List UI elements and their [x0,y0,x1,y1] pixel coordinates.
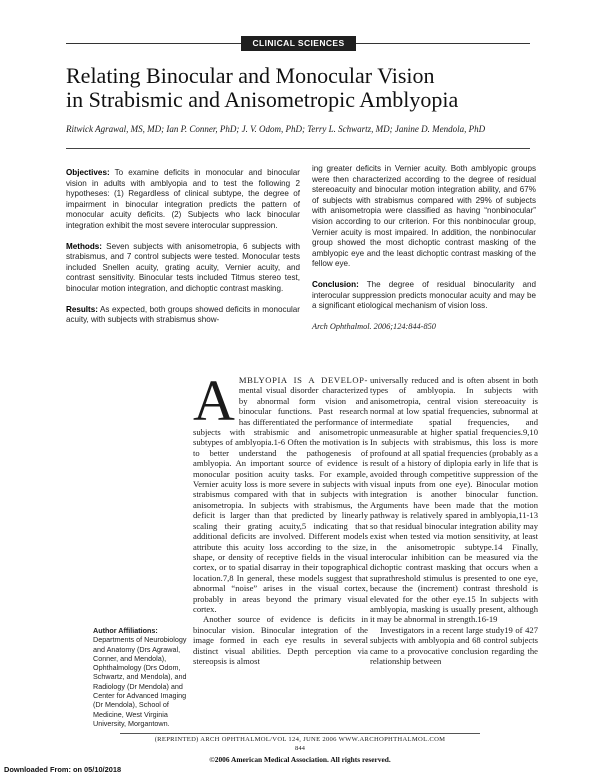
conclusion-text: The degree of residual binocularity and interocular suppression predicts monocular acuity and may be a significant etiological mechanism of vision loss. [312,279,536,311]
methods-heading: Methods: [66,241,102,251]
left-paragraph-2: Another source of evidence is deficits in binocular vision. Binocular integration of the image formed in each eye results in several distinct visual abilities. Depth perception via stereopsis is almost [193,614,368,666]
abstract-rule [66,148,530,149]
section-label: CLINICAL SCIENCES [241,36,356,51]
page-number: 844 [295,745,305,752]
author-affiliations [93,626,191,728]
affiliations-heading: Author Affiliations: [93,626,158,635]
footer-rule [120,733,480,734]
body-left-column [193,368,368,666]
title-line-1: Relating Binocular and Monocular Vision [66,63,435,88]
journal-footer: (REPRINTED) ARCH OPHTHALMOL/VOL 124, JUNE 2006 WWW.ARCHOPHTHALMOL.COM [154,736,446,743]
abstract-conclusion [312,280,536,312]
results-heading: Results: [66,304,98,314]
author-list: Ritwick Agrawal, MS, MD; Ian P. Conner, PhD; J. V. Odom, PhD; Terry L. Schwartz, MD; Janine D. Mendola, PhD [66,124,486,134]
results-continued: ing greater deficits in Vernier acuity. Both amblyopic groups were then characterized according to the degree of residual stereoacuity and binocular motion integration ability, and 67% of subjects with strabismus compared with 29% of subjects with anisometropia were classified as having “nonbinocular” vision according to our criterion. For this nonbinocular group, Vernier acuity is most impaired. In addition, the nonbinocular group showed the most dichoptic contrast masking of the amblyopic eye and the least dichoptic contrast masking of the fellow eye. [312,164,536,269]
abstract-methods [66,242,300,295]
results-text: As expected, both groups showed deficits in monocular acuity, with subjects with strabismus show- [66,304,300,325]
title-line-2: in Strabismic and Anisometropic Amblyopia [66,87,459,112]
left-paragraph-1: mental visual disorder characterized by abnormal form vision and binocular functions. Past research has differentiated the performance of subjects with strabismic and anisometropic subtypes of amblyopia.1-6 Often the motivation is to better understand the pathogenesis of amblyopia. An important source of evidence is monocular position acuity tasks. For example, Vernier acuity loss is more severe in subjects with strabismus compared with that in subjects with anisometropia. In subjects with strabismus, the deficit is larger than that predicted by linearly scaling their grating acuity,5 indicating that additional deficits are involved. Different models attribute this acuity loss according to the size, shape, or density of receptive fields in the visual cortex, or to spatial disarray in their topographical location.7,8 In general, these models suggest that abnormal “noise” arises in the visual cortex, probably in areas beyond the primary visual cortex. [193,385,368,614]
objectives-text: To examine deficits in monocular and binocular vision in adults with amblyopia and to test the following 2 hypotheses: (1) Regardless of clinical subtype, the degree of impairment in binocular integration predicts the pattern of monocular acuity deficits. (2) Subjects who lack binocular integration exhibit the most severe interocular suppression. [66,168,300,230]
affiliations-text: Departments of Neurobiology and Anatomy (Drs Agrawal, Conner, and Mendola), Ophthalmology (Drs Odom, Schwartz, and Mendola), and Radiology (Dr Mendola) and Center for Advanced Imaging (Dr Mendola), School of Medicine, West Virginia University, Morgantown. [93,635,187,728]
copyright-notice: ©2006 American Medical Association. All rights reserved. [209,755,391,764]
right-paragraph-1: universally reduced and is often absent in both types of amblyopia. In subjects with anisometropia, central vision stereoacuity is normal at low spatial frequencies, subnormal at intermediate spatial frequencies, and unmeasurable at higher spatial frequencies.9,10 In subjects with strabismus, this loss is more profound at all spatial frequencies (probably as a result of a history of diplopia early in life that is avoided through competitive suppression of the visual inputs from one eye). Binocular motion integration is another binocular function. Arguments have been made that the motion pathway is relatively spared in amblyopia,11-13 so that residual binocular integration ability may exist when tested via motion sensitivity, at least in the anisometropic subtype.14 Finally, interocular inhibition can be measured via the dichoptic contrast masking that occurs when a suprathreshold stimulus is presented to one eye, because the (increment) contrast threshold is elevated for the other eye.15 In subjects with amblyopia, masking is usually present, although it may be abnormal in strength.16-19 [370,375,538,625]
objectives-heading: Objectives: [66,168,110,177]
abstract-objectives [66,168,300,232]
download-stamp: Downloaded From: on 05/10/2018 [4,765,122,774]
drop-cap: A [193,368,235,433]
abstract-right-column [312,164,536,342]
abstract-results [66,305,300,326]
right-paragraph-2: Investigators in a recent large study19 of 427 subjects with amblyopia and 68 control subjects came to a provocative conclusion regarding the relationship between [370,624,538,666]
abstract-left-column [66,168,300,336]
body-right-column [370,375,538,666]
lead-in: MBLYOPIA IS A DEVELOP- [238,375,368,385]
body-paragraph [193,368,368,614]
citation: Arch Ophthalmol. 2006;124:844-850 [312,321,436,331]
conclusion-heading: Conclusion: [312,279,359,289]
methods-text: Seven subjects with anisometropia, 6 subjects with strabismus, and 7 control subjects were tested. Monocular tests included Snellen acuity, grating acuity, Vernier acuity, and contrast sensitivity. Binocular tests included Titmus stereo test, binocular motion integration, and dichoptic contrast masking. [66,241,301,293]
article-title [66,64,536,112]
